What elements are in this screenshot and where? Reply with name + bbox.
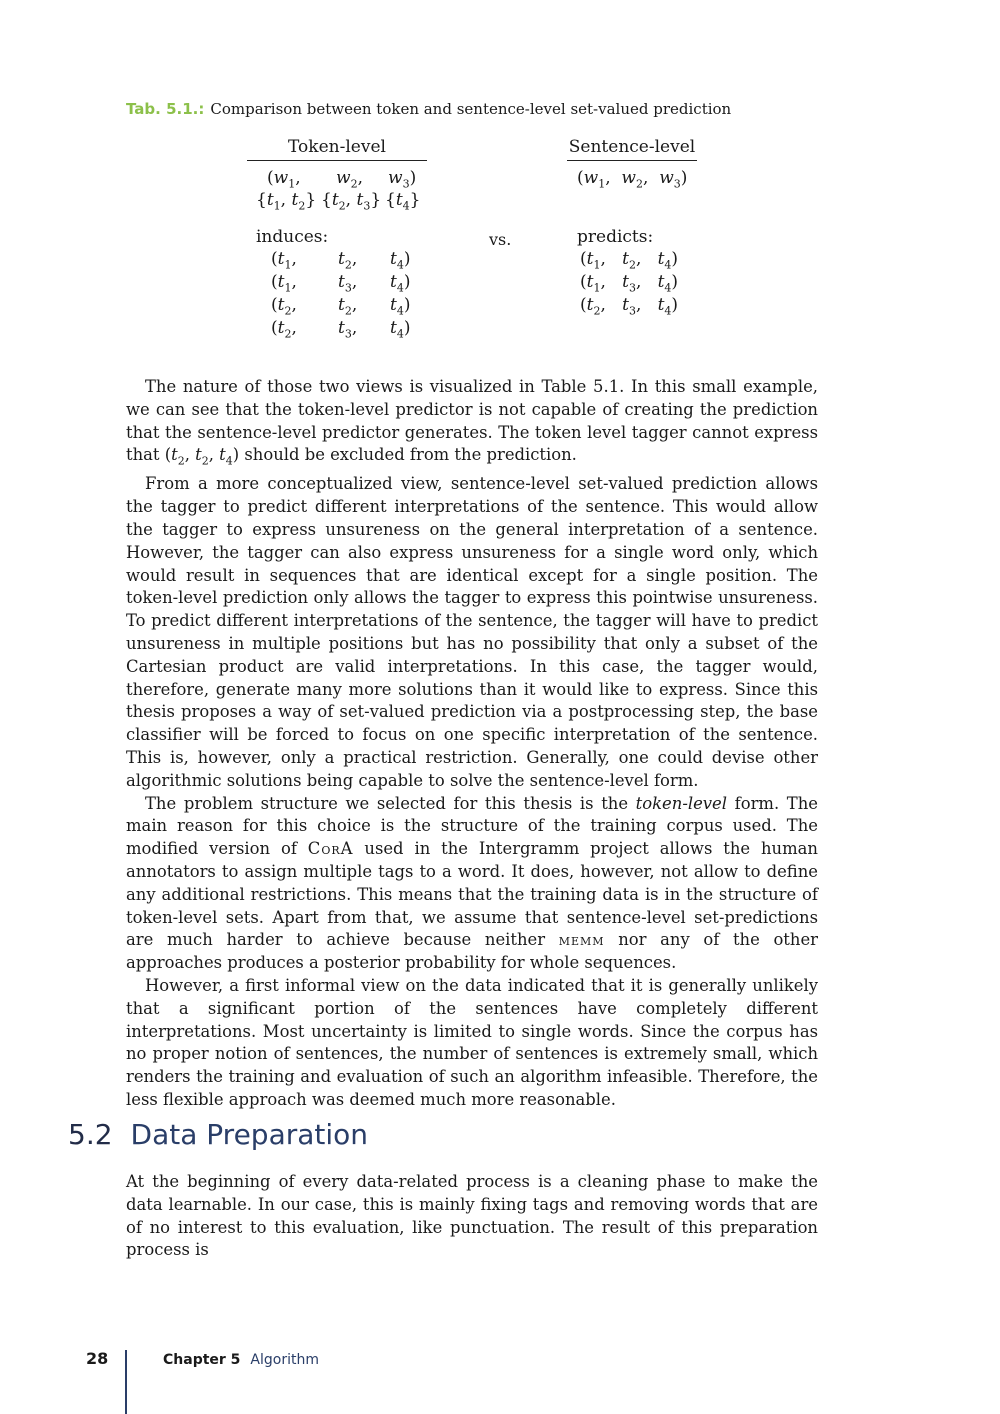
token-word-2: $w_2$, bbox=[336, 168, 363, 191]
memm-smallcaps: memm bbox=[558, 930, 605, 950]
section-title: Data Preparation bbox=[130, 1118, 369, 1151]
section-number: 5.2 bbox=[68, 1118, 113, 1151]
token-level-rule bbox=[247, 160, 427, 161]
paragraph-3-a: The problem structure we selected for this thesis is the bbox=[145, 793, 629, 813]
table-caption bbox=[126, 100, 731, 118]
body-text-section bbox=[126, 1171, 818, 1262]
sentence-level-header: Sentence-level bbox=[568, 137, 696, 157]
footer-chapter-title: Algorithm bbox=[250, 1352, 319, 1368]
induced-tuple-2c: $t_4$) bbox=[390, 272, 411, 295]
paragraph-5: At the beginning of every data-related process is a cleaning phase to make the data learnable. In our case, this is mainly fixing tags and removing words that are of no interest to this evaluation, like punctuation. The result of this preparation process is bbox=[126, 1172, 818, 1260]
vs-label: vs. bbox=[489, 230, 512, 249]
induced-tuple-1a: ($t_1$, bbox=[271, 249, 297, 272]
predicted-tuple-1: ($t_1$, $t_2$, $t_4$) bbox=[580, 249, 679, 272]
paragraph-3 bbox=[126, 793, 818, 975]
paragraph-3-c: used in the Intergramm project allows the human annotators to assign multiple tags to a word. It does, however, not allow to define any additional restrictions. This means that the training data is in the structure of token-level sets. Apart from that, we assume that sentence-level set-predictions are much harder to achieve because neither bbox=[126, 839, 818, 950]
induced-tuple-1b: $t_2$, bbox=[338, 249, 358, 272]
paragraph-3-emphasis: token-level bbox=[635, 793, 727, 813]
sentence-level-rule bbox=[567, 160, 697, 161]
footer-chapter-label: Chapter 5 bbox=[163, 1352, 241, 1368]
induced-tuple-1c: $t_4$) bbox=[390, 249, 411, 272]
paragraph-1-text: The nature of those two views is visualized in Table 5.1. In this small example, we can see that the token-level predictor is not capable of creating the prediction that the sentence-level predictor generates. The token level tagger cannot express that bbox=[126, 377, 818, 465]
induced-tuple-4c: $t_4$) bbox=[390, 318, 411, 341]
paragraph-1-end: should be excluded from the prediction. bbox=[244, 445, 577, 465]
induced-tuple-4a: ($t_2$, bbox=[271, 318, 297, 341]
page-number: 28 bbox=[86, 1349, 109, 1368]
footer-divider bbox=[125, 1350, 127, 1414]
paragraph-3-b: form. The main reason for this choice is the structure of the training corpus used. The modified version of bbox=[126, 793, 818, 859]
induced-tuple-3c: $t_4$) bbox=[390, 295, 411, 318]
paragraph-4: However, a first informal view on the data indicated that it is generally unlikely that a significant portion of the sentences have completely different interpretations. Most uncertainty is limited to single words. Since the corpus has no proper notion of sentences, the number of sentences is extremely small, which renders the training and evaluation of such an algorithm infeasible. Therefore, the less flexible approach was deemed much more reasonable. bbox=[126, 976, 818, 1109]
predicted-tuple-3: ($t_2$, $t_3$, $t_4$) bbox=[580, 295, 679, 318]
footer-chapter bbox=[163, 1352, 319, 1368]
predicts-label: predicts: bbox=[577, 227, 654, 247]
body-text-main bbox=[126, 376, 818, 1112]
induced-tuple-2a: ($t_1$, bbox=[271, 272, 297, 295]
section-heading bbox=[68, 1118, 368, 1151]
induces-label: induces: bbox=[256, 227, 329, 247]
paragraph-1: The nature of those two views is visualized in Table 5.1. In this small example, we can see that the token-level predictor is not capable of creating the prediction that the sentence-level predictor generates. The token level tagger cannot express that ($t_2$, $t_2$, $t_4$) should be excluded from the prediction. bbox=[126, 377, 818, 468]
token-tagset-3: $\{t_4\}$ bbox=[385, 190, 421, 213]
token-level-header: Token-level bbox=[288, 137, 386, 157]
induced-tuple-2b: $t_3$, bbox=[338, 272, 358, 295]
token-tagset-2: {$t_2$, $t_3$} bbox=[321, 190, 382, 213]
token-word-3: $w_3$) bbox=[388, 168, 417, 191]
induced-tuple-3a: ($t_2$, bbox=[271, 295, 297, 318]
token-tagset-1: {$t_1$, $t_2$} bbox=[256, 190, 317, 213]
cora-smallcaps: CorA bbox=[307, 839, 354, 859]
induced-tuple-3b: $t_2$, bbox=[338, 295, 358, 318]
token-word-1: ($w_1$, bbox=[267, 168, 301, 191]
caption-label: Tab. 5.1.: bbox=[126, 100, 205, 118]
caption-text: Comparison between token and sentence-level set-valued prediction bbox=[210, 100, 732, 118]
paragraph-2: From a more conceptualized view, sentence-level set-valued prediction allows the tagger to predict different interpretations of the sentence. This would allow the tagger to express unsureness on the general interpretation of a sentence. However, the tagger can also express unsureness for a single word only, which would result in sequences that are identical except for a single position. The token-level prediction only allows the tagger to express this pointwise unsureness. To predict different interpretations of the sentence, the tagger will have to predict unsureness in multiple positions but has no possibility that only a subset of the Cartesian product are valid interpretations. In this case, the tagger would, therefore, generate many more solutions than it would like to express. Since this thesis proposes a way of set-valued prediction via a postprocessing step, the base classifier will be forced to focus on one specific interpretation of the sentence. This is, however, only a practical restriction. Generally, one could devise other algorithmic solutions being capable to solve the sentence-level form. bbox=[126, 474, 818, 790]
sentence-words: ($w_1$, $w_2$, $w_3$) bbox=[577, 168, 688, 191]
induced-tuple-4b: $t_3$, bbox=[338, 318, 358, 341]
predicted-tuple-2: ($t_1$, $t_3$, $t_4$) bbox=[580, 272, 679, 295]
paragraph-3-d: nor any of the other approaches produces a posterior probability for whole sequences. bbox=[126, 930, 818, 973]
